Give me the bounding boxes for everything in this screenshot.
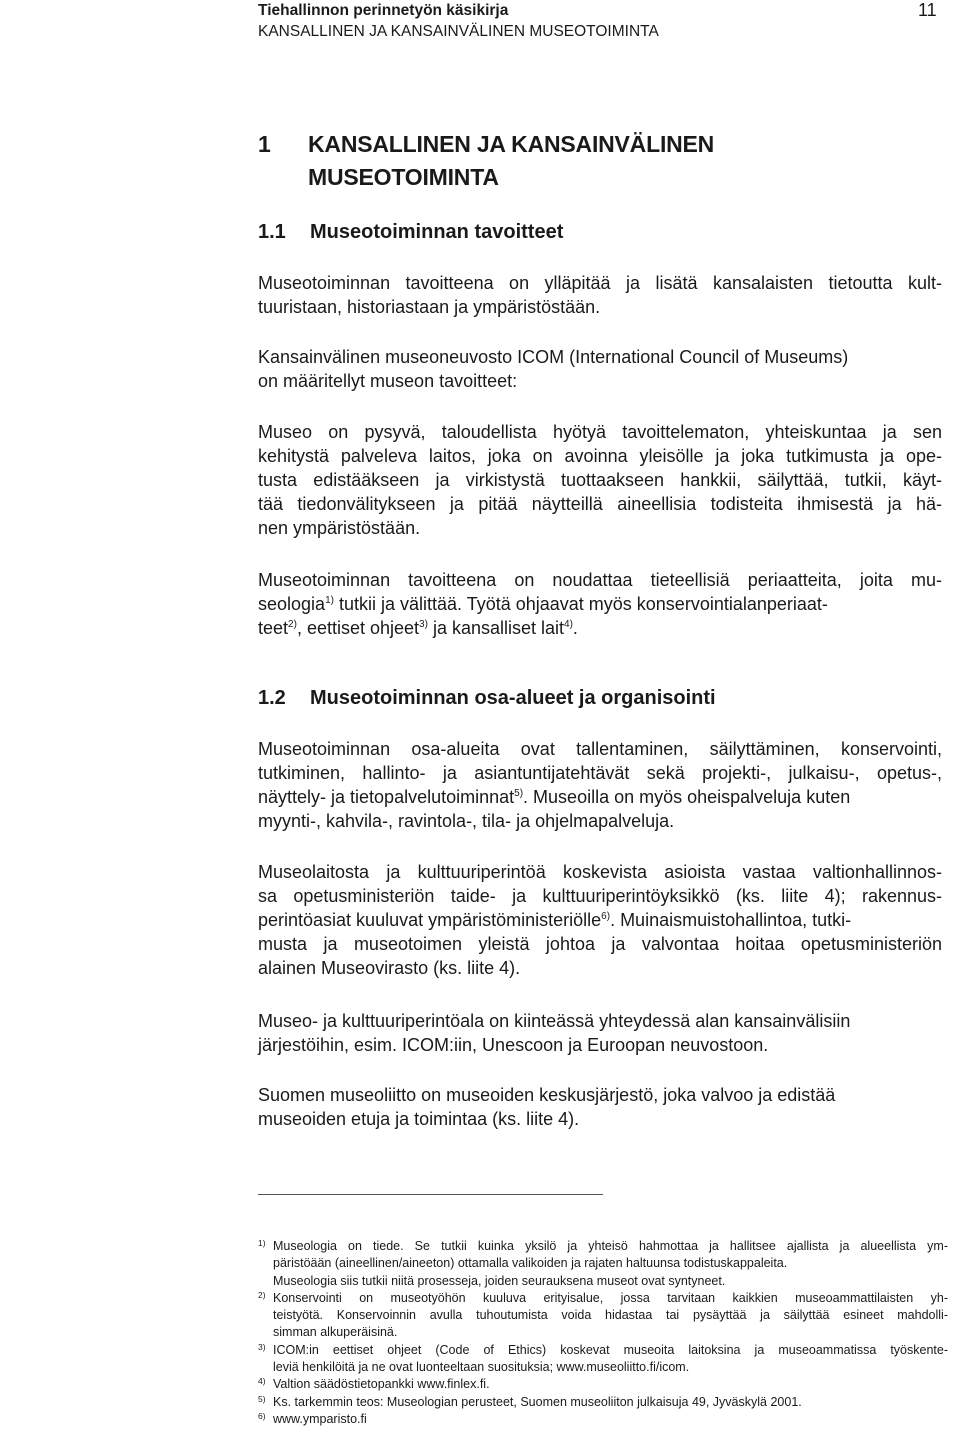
text-line: Kansainvälinen museoneuvosto ICOM (International Council of Museums) [258,347,849,367]
text-line: Museotoiminnan tavoitteena on ylläpitää ja lisätä kansalaisten tietoutta kult- [258,273,942,293]
chapter-running-title: KANSALLINEN JA KANSAINVÄLINEN MUSEOTOIMINTA [258,23,659,40]
text-line [258,908,942,932]
text-line: Suomen museoliitto on museoiden keskusjärjestö, joka valvoo ja edistää [258,1085,836,1105]
text-line: nen ympäristöstään. [258,518,421,538]
section-number: 1.2 [258,687,286,709]
text-line: Museotoiminnan tavoitteena on noudattaa tieteellisiä periaatteita, joita mu- [258,570,942,590]
footnote-mark: 5) [258,1393,266,1404]
chapter-number: 1 [258,131,271,157]
text-line: tusta edistääkseen ja virkistystä tuottaakseen hankkii, säilyttää, tutkii, käyt- [258,470,942,490]
footnote [258,1342,948,1377]
text-line: Museo- ja kulttuuriperintöala on kiinteässä yhteydessä alan kansainvälisiin [258,1011,851,1031]
footnote-line: Museologia siis tutkii niitä prosesseja, joiden seurauksena museot ovat syntyneet. [273,1273,726,1288]
section-title: Museotoiminnan tavoitteet [310,221,564,243]
text-line: Museolaitosta ja kulttuuriperintöä koskevista asioista vastaa valtionhallinnos- [258,862,942,882]
text-line: tää tiedonvälitykseen ja pitää näytteillä aineellisia todisteita ihmisestä ja hä- [258,494,942,514]
chapter-title-line1: KANSALLINEN JA KANSAINVÄLINEN [308,131,715,157]
text-line: alainen Museovirasto (ks. liite 4). [258,958,521,978]
paragraph [258,568,942,640]
footnote-line: päristöään (aineellinen/aineeton) ottamalla valikoiden ja rajaten haltuunsa todistuskappaleita. [273,1256,788,1271]
footnote-line: leviä henkilöitä ja ne ovat luonteeltaan suosituksia; www.museoliitto.fi/icom. [273,1360,690,1375]
footnote-ref: 5) [514,788,524,799]
text-run: . [572,618,578,638]
footnote-line: Konservointi on museotyöhön kuuluva erityisalue, jossa tarvitaan kaikkien museoammattilaisten yh- [273,1290,948,1305]
footnote-ref: 6) [601,911,611,922]
footnote [258,1394,948,1411]
paragraph [258,1083,942,1131]
footnote-line: Museologia on tiede. Se tutkii kuinka yksilö ja yhteisö hahmottaa ja hallitsee ajallista ja alueellista ym- [273,1239,948,1253]
text-run: teet [258,618,289,638]
footnote-mark: 6) [258,1410,266,1421]
text-line: tuuristaan, historiastaan ja ympäristöstään. [258,297,601,317]
footnote [258,1238,948,1290]
section-heading-1-2 [258,685,716,711]
footnote-line: Ks. tarkemmin teos: Museologian perusteet, Suomen museoliiton julkaisuja 49, Jyväskylä 2001. [273,1394,802,1409]
footnote-mark: 3) [258,1341,266,1352]
section-title: Museotoiminnan osa-alueet ja organisointi [310,687,716,709]
page-number: 11 [918,0,937,20]
text-line [258,592,942,616]
text-line [258,785,942,809]
paragraph [258,345,942,393]
chapter-title-line2: MUSEOTOIMINTA [308,164,499,190]
footnote-separator [258,1194,603,1195]
paragraph [258,860,942,980]
running-header [258,0,659,42]
footnote [258,1290,948,1342]
section-number: 1.1 [258,221,286,243]
text-line: Museo on pysyvä, taloudellista hyötyä tavoittelematon, yhteiskuntaa ja sen [258,422,942,442]
text-run: seologia [258,594,326,614]
footnote-line: ICOM:in eettiset ohjeet (Code of Ethics) koskevat museoita laitoksina ja museoammatissa työskente- [273,1342,948,1357]
text-line [258,616,942,640]
paragraph [258,737,942,833]
text-line: musta ja museotoimen yleistä johtoa ja valvontaa hoitaa opetusministeriön [258,934,942,954]
text-run: , eettiset ohjeet [296,618,420,638]
footnote-ref: 3) [419,619,428,630]
footnote-mark: 2) [258,1289,266,1300]
footnote [258,1376,948,1393]
text-run: . Muinaismuistohallintoa, tutki- [610,910,852,930]
footnote-mark: 1) [258,1238,266,1248]
paragraph [258,271,942,319]
footnote-line: www.ymparisto.fi [273,1411,367,1426]
museum-definition-paragraph [258,420,942,540]
footnote-ref: 2) [288,619,297,630]
footnote-line: Valtion säädöstietopankki www.finlex.fi. [273,1377,490,1392]
text-run: . Museoilla on myös oheispalveluja kuten [523,787,851,807]
handbook-title: Tiehallinnon perinnetyön käsikirja [258,2,509,19]
text-run: tutkii ja välittää. Työtä ohjaavat myös konservointialanperiaat- [333,594,828,614]
text-line: järjestöihin, esim. ICOM:iin, Unescoon ja Euroopan neuvostoon. [258,1035,769,1055]
text-line: kehitystä palveleva laitos, joka on avoinna yleisölle ja joka tutkimusta ja ope- [258,446,942,466]
text-line: tutkiminen, hallinto- ja asiantuntijatehtävät sekä projekti-, julkaisu-, opetus-, [258,763,942,783]
text-run: ja kansalliset lait [427,618,565,638]
text-line: on määritellyt museon tavoitteet: [258,371,518,391]
text-line: Museotoiminnan osa-alueita ovat tallentaminen, säilyttäminen, konservointi, [258,739,942,759]
footnote [258,1411,948,1428]
paragraph [258,1009,942,1057]
footnotes [258,1238,948,1428]
footnote-line: teistyötä. Konservoinnin avulla tuhoutumista voida hidastaa tai pysäyttää ja säilyttää esineet mahdolli- [273,1308,948,1323]
text-run: perintöasiat kuuluvat ympäristöministeriölle [258,910,602,930]
footnote-mark: 4) [258,1376,266,1387]
footnote-ref: 1) [325,595,334,606]
footnote-ref: 4) [564,619,573,630]
chapter-heading [258,128,858,194]
text-line: sa opetusministeriön taide- ja kulttuuriperintöyksikkö (ks. liite 4); rakennus- [258,886,942,906]
text-line: museoiden etuja ja toimintaa (ks. liite 4). [258,1109,580,1129]
section-heading-1-1 [258,219,563,245]
footnote-line: simman alkuperäisinä. [273,1325,398,1340]
text-run: näyttely- ja tietopalvelutoiminnat [258,787,515,807]
text-line: myynti-, kahvila-, ravintola-, tila- ja ohjelmapalveluja. [258,811,675,831]
